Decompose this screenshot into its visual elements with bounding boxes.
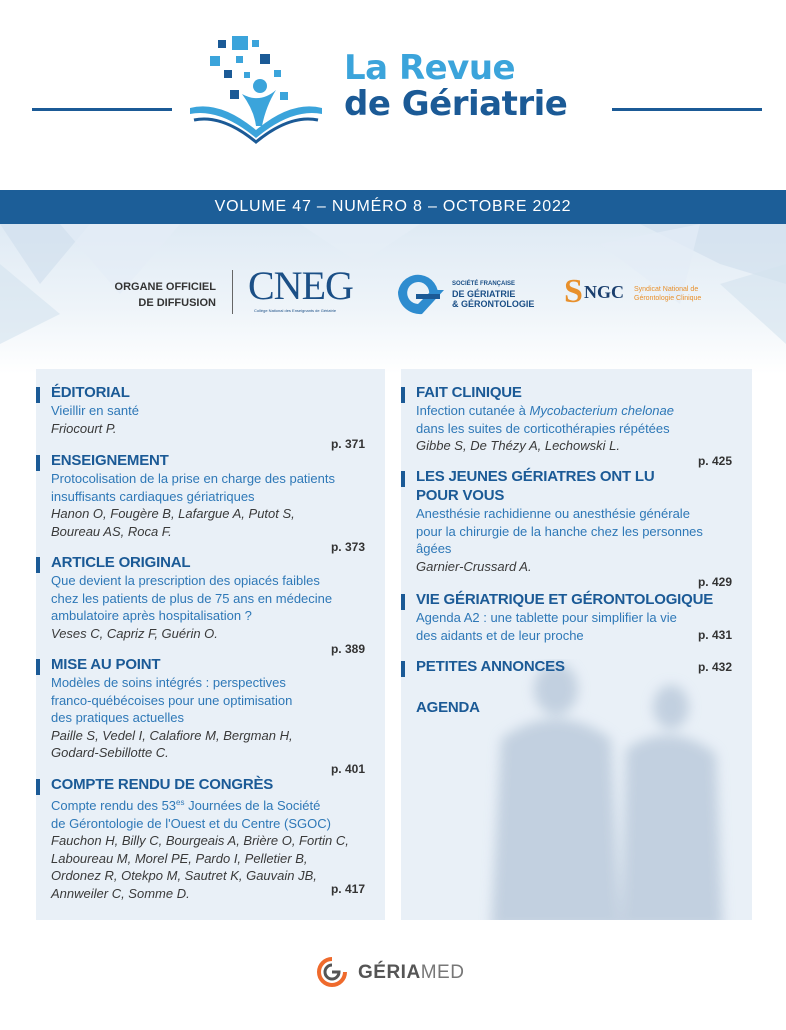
article-authors: Garnier-Crussard A. — [416, 558, 532, 574]
toc-section-vie-geriatrique — [416, 590, 732, 644]
title-italic: Mycobacterium chelonae — [529, 403, 675, 418]
article-authors: Gibbe S, De Thézy A, Lechowski L. — [416, 438, 621, 453]
article-title-line[interactable]: chez les patients de plus de 75 ans en médecine — [51, 590, 333, 606]
article-title-line[interactable]: dans les suites de corticothérapies répétées — [416, 420, 670, 436]
section-heading: ÉDITORIAL — [51, 384, 130, 401]
toc-section-agenda — [416, 698, 732, 717]
page-number: p. 373 — [330, 540, 365, 554]
section-heading: ENSEIGNEMENT — [51, 452, 169, 469]
sfgg-logo-icon — [392, 268, 448, 316]
toc-left-column — [36, 369, 385, 920]
article-authors-line: Hanon O, Fougère B, Lafargue A, Putot S, — [51, 506, 295, 521]
title-superscript: es — [176, 798, 185, 807]
title-pre: Compte rendu des 53 — [51, 798, 177, 813]
title-post: Journées de la Société — [184, 798, 321, 813]
article-title-line[interactable]: des pratiques actuelles — [51, 710, 184, 725]
article-title-line[interactable]: franco-québécoises pour une optimisation — [51, 692, 293, 708]
header-rule-right — [612, 108, 762, 111]
issue-info: VOLUME 47 – NUMÉRO 8 – OCTOBRE 2022 — [214, 198, 572, 215]
toc-section-fait-clinique — [416, 383, 732, 468]
section-heading: MISE AU POINT — [51, 656, 161, 673]
section-heading: COMPTE RENDU DE CONGRÈS — [51, 776, 274, 793]
section-marker — [401, 661, 405, 677]
page-number: p. 432 — [697, 660, 732, 674]
article-title-line[interactable]: des aidants et de leur proche — [416, 627, 584, 643]
section-heading[interactable]: PETITES ANNONCES — [416, 658, 565, 675]
sfgg-name — [452, 279, 534, 309]
article-title-line[interactable]: Anesthésie rachidienne ou anesthésie générale — [416, 506, 690, 521]
section-heading[interactable]: AGENDA — [416, 699, 480, 716]
section-marker — [36, 387, 40, 403]
section-marker — [401, 387, 405, 403]
article-title-line[interactable]: Protocolisation de la prise en charge des patients — [51, 471, 336, 486]
toc-section-mise-au-point — [51, 655, 365, 776]
toc-section-editorial — [51, 383, 365, 451]
journal-title — [344, 50, 567, 122]
journal-title-line2: de Gériatrie — [344, 84, 568, 124]
publisher-name-bold: GÉRIA — [358, 962, 421, 983]
page-number: p. 389 — [330, 642, 365, 656]
header-rule-left — [32, 108, 172, 111]
article-authors-line: Laboureau M, Morel PE, Pardo I, Pelletier B, — [51, 850, 308, 866]
article-authors-line: Paille S, Vedel I, Calafiore M, Bergman H, — [51, 727, 293, 743]
article-authors-line: Annweiler C, Somme D. — [51, 885, 190, 901]
section-marker — [36, 455, 40, 471]
article-title[interactable]: Vieillir en santé — [51, 403, 139, 418]
cneg-logo: CNEG — [248, 263, 353, 308]
article-authors-line: Ordonez R, Otekpo M, Sautret K, Gauvain JB, — [51, 868, 317, 883]
section-heading: FAIT CLINIQUE — [416, 384, 522, 401]
article-title-line[interactable]: de Gérontologie de l'Ouest et du Centre (SGOC) — [51, 815, 331, 831]
section-marker — [36, 659, 40, 675]
article-authors-line: Fauchon H, Billy C, Bourgeais A, Brière O, Fortin C, — [51, 833, 349, 848]
svg-text:NGC: NGC — [584, 282, 624, 302]
article-title-line[interactable]: Agenda A2 : une tablette pour simplifier la vie — [416, 610, 677, 625]
sngc-line2: Gérontologie Clinique — [634, 295, 702, 302]
toc-right-column — [401, 369, 752, 920]
partners-divider — [232, 270, 233, 314]
toc-section-petites-annonces — [416, 657, 732, 676]
toc-section-article-original — [51, 553, 365, 656]
page-number: p. 429 — [697, 575, 732, 589]
journal-title-line1: La Revue — [344, 48, 516, 88]
organe-line2: DE DIFFUSION — [138, 297, 216, 309]
sfgg-line1: SOCIÉTÉ FRANÇAISE — [452, 281, 516, 287]
article-title-line[interactable] — [416, 402, 732, 420]
section-marker — [36, 557, 40, 573]
article-title-line[interactable]: Modèles de soins intégrés : perspectives — [51, 675, 286, 690]
sngc-name — [634, 285, 701, 303]
sfgg-line3: & GÉRONTOLOGIE — [452, 299, 535, 309]
article-authors: Friocourt P. — [51, 420, 117, 436]
toc-section-compte-rendu — [51, 775, 365, 902]
article-title-line[interactable] — [51, 794, 365, 815]
organe-officiel-label — [100, 279, 216, 311]
header — [0, 0, 786, 190]
article-title-line[interactable]: ambulatoire après hospitalisation ? — [51, 608, 252, 623]
article-title-line[interactable]: âgées — [416, 541, 452, 556]
organe-line1: ORGANE OFFICIEL — [114, 281, 216, 293]
section-marker — [401, 594, 405, 610]
publisher-name-light: MED — [420, 962, 465, 983]
article-authors: Veses C, Capriz F, Guérin O. — [51, 625, 218, 641]
page-number: p. 401 — [330, 762, 365, 776]
article-authors-line: Godard-Sebillotte C. — [51, 745, 169, 760]
page-number: p. 417 — [330, 882, 365, 896]
title-pre: Infection cutanée à — [416, 403, 530, 418]
section-heading: ARTICLE ORIGINAL — [51, 554, 191, 571]
publisher-logo — [358, 962, 464, 984]
section-heading-line: LES JEUNES GÉRIATRES ONT LU — [416, 468, 655, 485]
toc-section-enseignement — [51, 451, 365, 554]
cneg-subtitle: Collège National des Enseignants de Gériatrie — [254, 308, 337, 313]
section-heading-line: POUR VOUS — [416, 487, 505, 504]
article-title-line[interactable]: insuffisants cardiaques gériatriques — [51, 488, 255, 504]
sngc-logo-icon — [564, 268, 628, 308]
book-logo-icon — [180, 30, 330, 150]
article-title-line[interactable]: Que devient la prescription des opiacés faibles — [51, 573, 320, 588]
page-number: p. 371 — [330, 437, 365, 451]
partners-strip — [0, 224, 786, 374]
geriamed-logo-icon — [316, 956, 348, 988]
page-number: p. 431 — [697, 628, 732, 642]
article-authors-line: Boureau AS, Roca F. — [51, 523, 172, 539]
svg-text:S: S — [564, 273, 583, 308]
sfgg-line2: DE GÉRIATRIE — [452, 289, 516, 299]
toc-section-jeunes-geriatres — [416, 467, 732, 589]
section-marker — [36, 779, 40, 795]
article-title-line[interactable]: pour la chirurgie de la hanche chez les personnes — [416, 523, 703, 539]
page-number: p. 425 — [697, 454, 732, 468]
section-heading: VIE GÉRIATRIQUE ET GÉRONTOLOGIQUE — [416, 591, 714, 608]
section-marker — [401, 471, 405, 487]
sngc-line1: Syndicat National de — [634, 286, 699, 293]
